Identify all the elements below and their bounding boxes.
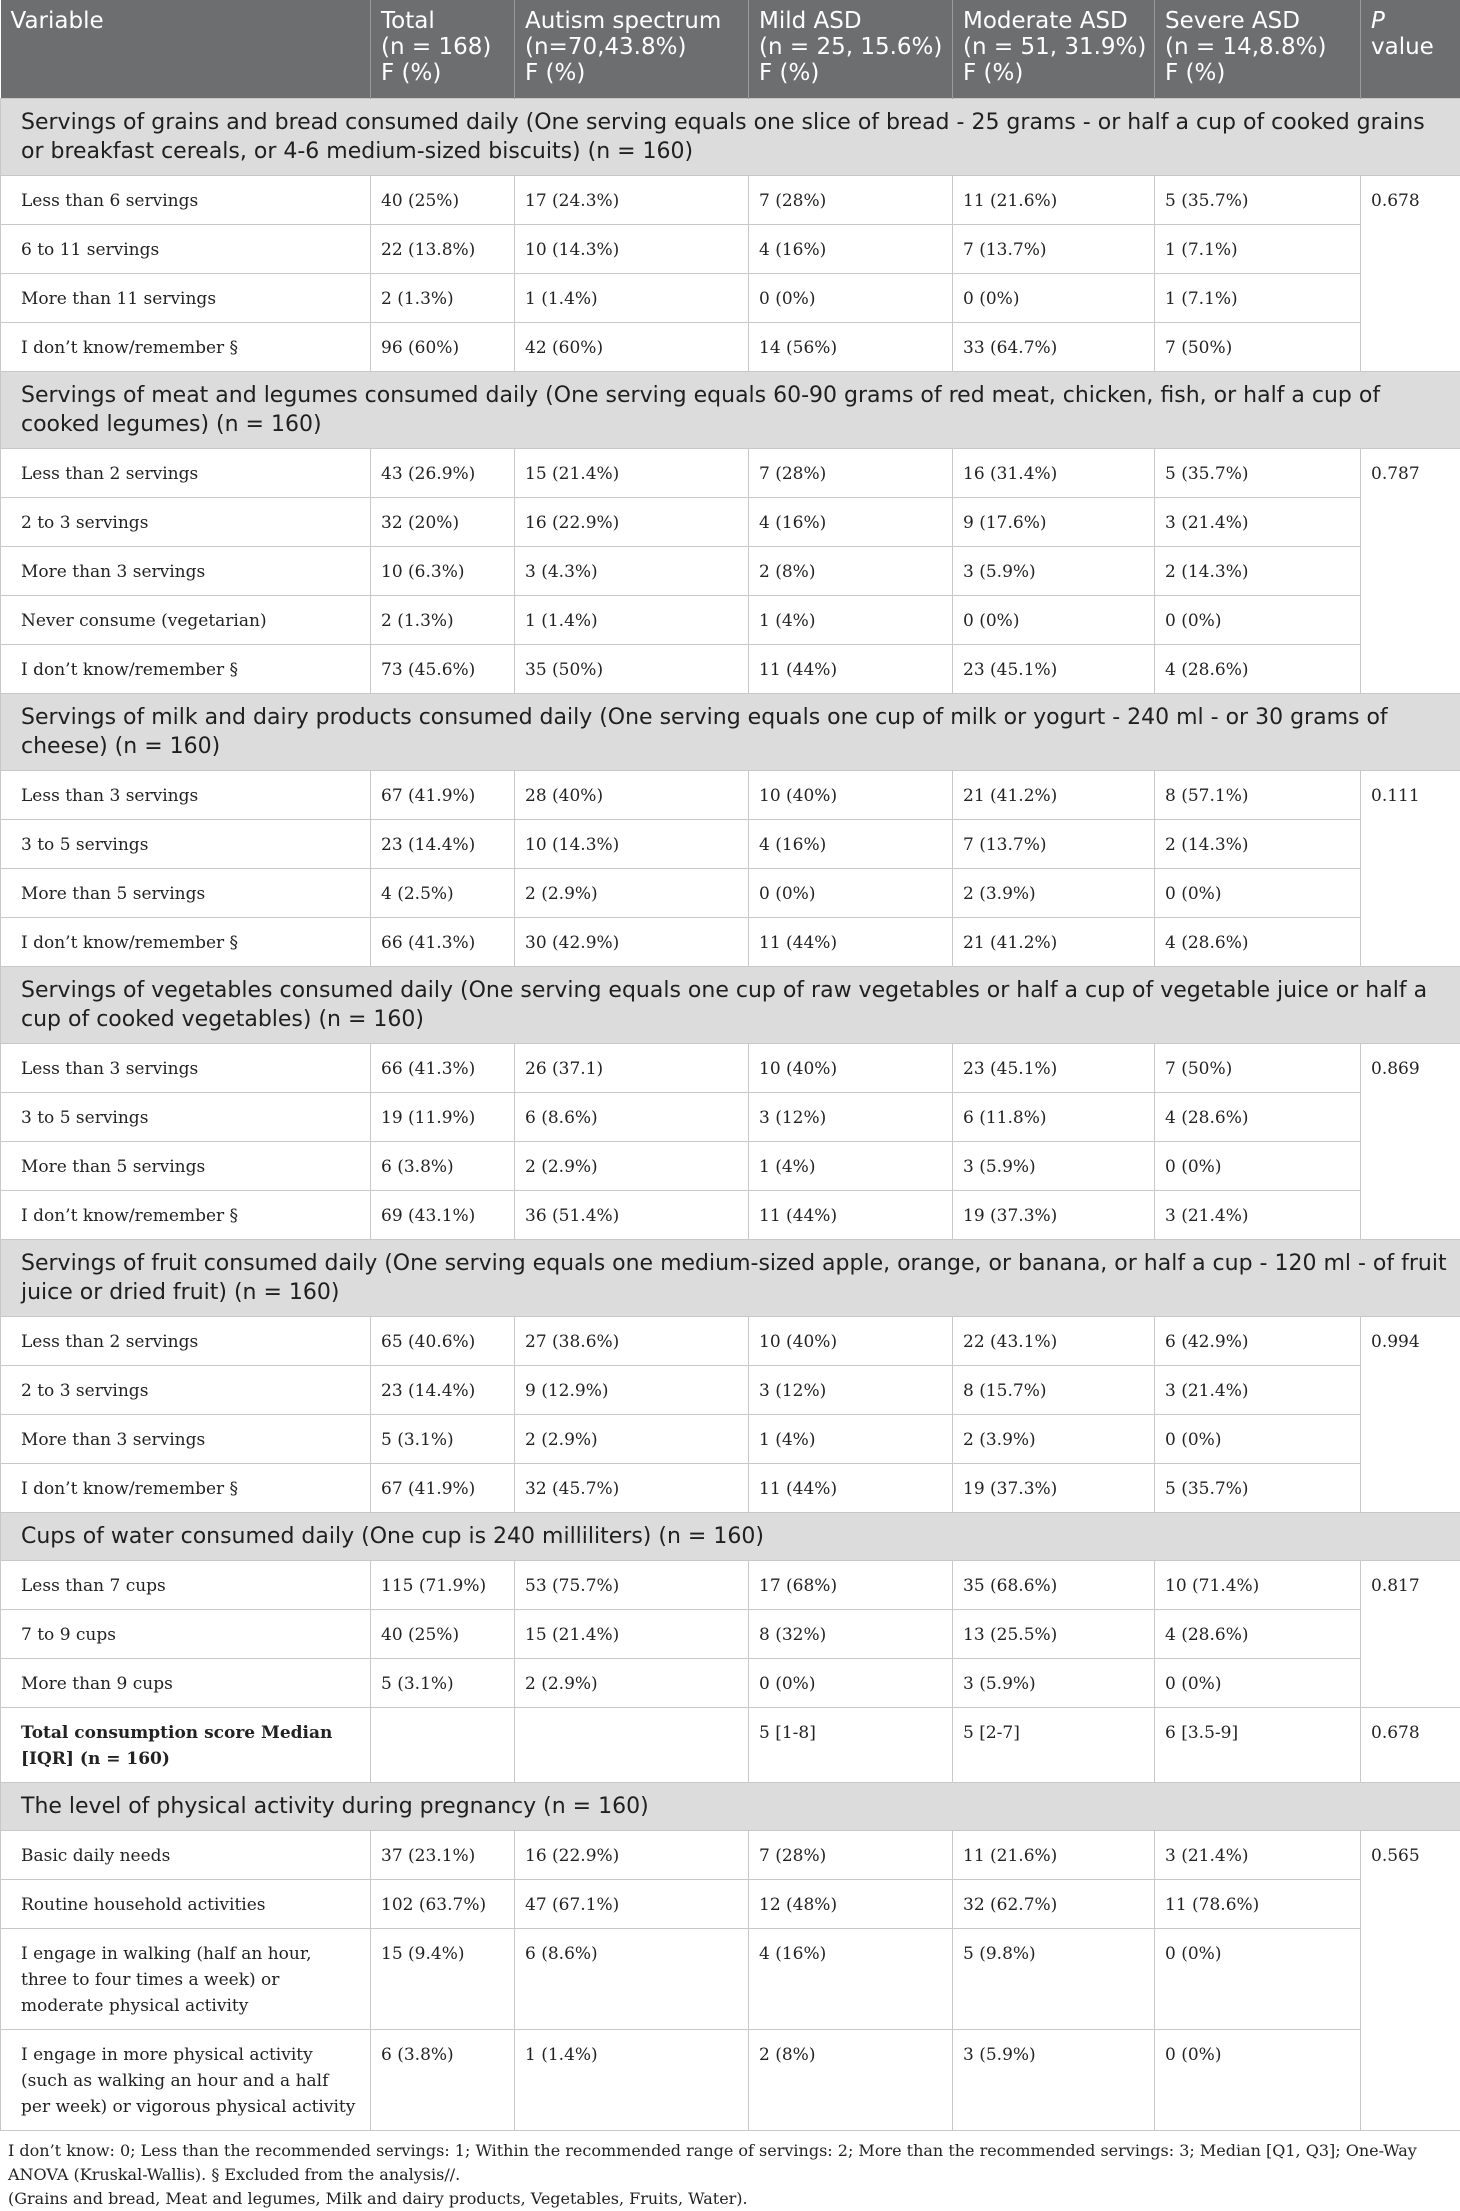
header-total: Total (n = 168) F (%) xyxy=(371,0,515,98)
table-row xyxy=(1,175,1460,224)
cell-mild-asd: 10 (40%) xyxy=(749,1043,953,1092)
cell-mild-asd: 12 (48%) xyxy=(749,1879,953,1928)
row-label: Basic daily needs xyxy=(1,1830,371,1879)
cell-moderate-asd: 3 (5.9%) xyxy=(953,546,1155,595)
table-row xyxy=(1,1609,1460,1658)
cell-severe-asd: 0 (0%) xyxy=(1155,1928,1361,2029)
cell-total xyxy=(371,1707,515,1782)
cell-total: 40 (25%) xyxy=(371,175,515,224)
cell-autism-spectrum: 6 (8.6%) xyxy=(515,1092,749,1141)
section-header-row xyxy=(1,371,1460,448)
section-title: Servings of grains and bread consumed daily (One serving equals one slice of bread - 25 grams - or half a cup of cooked grains or breakfast cereals, or 4-6 medium-sized biscuits) (n = 160) xyxy=(1,98,1460,175)
table-body xyxy=(1,98,1460,2130)
row-label: Less than 3 servings xyxy=(1,1043,371,1092)
cell-autism-spectrum: 16 (22.9%) xyxy=(515,497,749,546)
cell-autism-spectrum: 2 (2.9%) xyxy=(515,1141,749,1190)
cell-moderate-asd: 16 (31.4%) xyxy=(953,448,1155,497)
cell-severe-asd: 0 (0%) xyxy=(1155,868,1361,917)
cell-total: 32 (20%) xyxy=(371,497,515,546)
cell-moderate-asd: 2 (3.9%) xyxy=(953,868,1155,917)
cell-total: 15 (9.4%) xyxy=(371,1928,515,2029)
cell-severe-asd: 0 (0%) xyxy=(1155,2029,1361,2130)
table-row xyxy=(1,1928,1460,2029)
cell-mild-asd: 4 (16%) xyxy=(749,1928,953,2029)
cell-total: 5 (3.1%) xyxy=(371,1658,515,1707)
cell-autism-spectrum: 2 (2.9%) xyxy=(515,1658,749,1707)
cell-moderate-asd: 22 (43.1%) xyxy=(953,1316,1155,1365)
cell-total: 4 (2.5%) xyxy=(371,868,515,917)
cell-mild-asd: 11 (44%) xyxy=(749,917,953,966)
cell-mild-asd: 10 (40%) xyxy=(749,770,953,819)
cell-autism-spectrum xyxy=(515,1707,749,1782)
table-row xyxy=(1,273,1460,322)
cell-moderate-asd: 21 (41.2%) xyxy=(953,770,1155,819)
cell-autism-spectrum: 53 (75.7%) xyxy=(515,1560,749,1609)
cell-autism-spectrum: 28 (40%) xyxy=(515,770,749,819)
cell-moderate-asd: 9 (17.6%) xyxy=(953,497,1155,546)
cell-severe-asd: 6 [3.5-9] xyxy=(1155,1707,1361,1782)
section-header-row xyxy=(1,693,1460,770)
cell-severe-asd: 11 (78.6%) xyxy=(1155,1879,1361,1928)
cell-autism-spectrum: 15 (21.4%) xyxy=(515,448,749,497)
row-label: More than 9 cups xyxy=(1,1658,371,1707)
cell-severe-asd: 6 (42.9%) xyxy=(1155,1316,1361,1365)
cell-mild-asd: 7 (28%) xyxy=(749,175,953,224)
cell-severe-asd: 8 (57.1%) xyxy=(1155,770,1361,819)
cell-severe-asd: 5 (35.7%) xyxy=(1155,448,1361,497)
cell-moderate-asd: 5 [2-7] xyxy=(953,1707,1155,1782)
cell-moderate-asd: 19 (37.3%) xyxy=(953,1463,1155,1512)
cell-moderate-asd: 3 (5.9%) xyxy=(953,1658,1155,1707)
row-label: I don’t know/remember § xyxy=(1,1463,371,1512)
section-header-row xyxy=(1,966,1460,1043)
table-footnotes xyxy=(0,2131,1460,2211)
cell-total: 66 (41.3%) xyxy=(371,1043,515,1092)
cell-severe-asd: 2 (14.3%) xyxy=(1155,546,1361,595)
total-score-row xyxy=(1,1707,1460,1782)
cell-severe-asd: 4 (28.6%) xyxy=(1155,917,1361,966)
cell-autism-spectrum: 15 (21.4%) xyxy=(515,1609,749,1658)
cell-moderate-asd: 3 (5.9%) xyxy=(953,1141,1155,1190)
cell-total: 23 (14.4%) xyxy=(371,819,515,868)
cell-moderate-asd: 35 (68.6%) xyxy=(953,1560,1155,1609)
row-label: I don’t know/remember § xyxy=(1,644,371,693)
cell-autism-spectrum: 10 (14.3%) xyxy=(515,819,749,868)
cell-mild-asd: 3 (12%) xyxy=(749,1365,953,1414)
table-row xyxy=(1,868,1460,917)
cell-severe-asd: 2 (14.3%) xyxy=(1155,819,1361,868)
cell-severe-asd: 3 (21.4%) xyxy=(1155,1830,1361,1879)
table-row xyxy=(1,1043,1460,1092)
cell-moderate-asd: 6 (11.8%) xyxy=(953,1092,1155,1141)
cell-severe-asd: 0 (0%) xyxy=(1155,1141,1361,1190)
row-label: I engage in walking (half an hour, three to four times a week) or moderate physical activity xyxy=(1,1928,371,2029)
row-label: Less than 2 servings xyxy=(1,1316,371,1365)
cell-autism-spectrum: 30 (42.9%) xyxy=(515,917,749,966)
cell-moderate-asd: 3 (5.9%) xyxy=(953,2029,1155,2130)
footnote-line: I don’t know: 0; Less than the recommended servings: 1; Within the recommended range of servings: 2; More than the recommended servings: 3; Median [Q1, Q3]; One-Way ANOVA (Kruskal-Wallis). § Excluded from the analysis//. xyxy=(8,2139,1460,2187)
cell-moderate-asd: 5 (9.8%) xyxy=(953,1928,1155,2029)
cell-severe-asd: 1 (7.1%) xyxy=(1155,273,1361,322)
table-row xyxy=(1,644,1460,693)
cell-autism-spectrum: 17 (24.3%) xyxy=(515,175,749,224)
row-label: More than 11 servings xyxy=(1,273,371,322)
cell-autism-spectrum: 36 (51.4%) xyxy=(515,1190,749,1239)
section-title: Cups of water consumed daily (One cup is 240 milliliters) (n = 160) xyxy=(1,1512,1460,1560)
cell-moderate-asd: 13 (25.5%) xyxy=(953,1609,1155,1658)
row-label: Less than 2 servings xyxy=(1,448,371,497)
cell-moderate-asd: 0 (0%) xyxy=(953,595,1155,644)
cell-total: 66 (41.3%) xyxy=(371,917,515,966)
table-row xyxy=(1,497,1460,546)
cell-mild-asd: 0 (0%) xyxy=(749,1658,953,1707)
cell-autism-spectrum: 2 (2.9%) xyxy=(515,1414,749,1463)
cell-severe-asd: 7 (50%) xyxy=(1155,322,1361,371)
table-row xyxy=(1,1830,1460,1879)
header-p-value: P value xyxy=(1361,0,1460,98)
section-title: Servings of fruit consumed daily (One serving equals one medium-sized apple, orange, or banana, or half a cup - 120 ml - of fruit juice or dried fruit) (n = 160) xyxy=(1,1239,1460,1316)
section-title: Servings of milk and dairy products consumed daily (One serving equals one cup of milk or yogurt - 240 ml - or 30 grams of cheese) (n = 160) xyxy=(1,693,1460,770)
cell-moderate-asd: 33 (64.7%) xyxy=(953,322,1155,371)
cell-mild-asd: 2 (8%) xyxy=(749,546,953,595)
cell-total: 6 (3.8%) xyxy=(371,1141,515,1190)
header-row xyxy=(1,0,1460,98)
cell-total: 6 (3.8%) xyxy=(371,2029,515,2130)
section-title: The level of physical activity during pregnancy (n = 160) xyxy=(1,1782,1460,1830)
row-label: I don’t know/remember § xyxy=(1,322,371,371)
cell-mild-asd: 4 (16%) xyxy=(749,224,953,273)
table-row xyxy=(1,1463,1460,1512)
row-label: Total consumption score Median [IQR] (n = 160) xyxy=(1,1707,371,1782)
cell-total: 23 (14.4%) xyxy=(371,1365,515,1414)
cell-p-value: 0.869 xyxy=(1361,1043,1460,1239)
cell-total: 73 (45.6%) xyxy=(371,644,515,693)
cell-total: 102 (63.7%) xyxy=(371,1879,515,1928)
cell-p-value: 0.111 xyxy=(1361,770,1460,966)
cell-total: 19 (11.9%) xyxy=(371,1092,515,1141)
row-label: 3 to 5 servings xyxy=(1,819,371,868)
cell-moderate-asd: 11 (21.6%) xyxy=(953,175,1155,224)
cell-total: 96 (60%) xyxy=(371,322,515,371)
cell-total: 67 (41.9%) xyxy=(371,770,515,819)
cell-mild-asd: 3 (12%) xyxy=(749,1092,953,1141)
cell-severe-asd: 3 (21.4%) xyxy=(1155,1365,1361,1414)
cell-autism-spectrum: 32 (45.7%) xyxy=(515,1463,749,1512)
cell-total: 5 (3.1%) xyxy=(371,1414,515,1463)
cell-total: 69 (43.1%) xyxy=(371,1190,515,1239)
cell-severe-asd: 0 (0%) xyxy=(1155,1414,1361,1463)
section-header-row xyxy=(1,1239,1460,1316)
cell-moderate-asd: 8 (15.7%) xyxy=(953,1365,1155,1414)
table-row xyxy=(1,1316,1460,1365)
header-moderate-asd: Moderate ASD (n = 51, 31.9%) F (%) xyxy=(953,0,1155,98)
row-label: More than 3 servings xyxy=(1,546,371,595)
cell-mild-asd: 11 (44%) xyxy=(749,1190,953,1239)
row-label: 2 to 3 servings xyxy=(1,1365,371,1414)
row-label: Less than 6 servings xyxy=(1,175,371,224)
cell-moderate-asd: 23 (45.1%) xyxy=(953,1043,1155,1092)
cell-autism-spectrum: 9 (12.9%) xyxy=(515,1365,749,1414)
cell-moderate-asd: 23 (45.1%) xyxy=(953,644,1155,693)
cell-p-value: 0.994 xyxy=(1361,1316,1460,1512)
cell-severe-asd: 4 (28.6%) xyxy=(1155,1609,1361,1658)
cell-mild-asd: 11 (44%) xyxy=(749,1463,953,1512)
row-label: More than 3 servings xyxy=(1,1414,371,1463)
cell-autism-spectrum: 10 (14.3%) xyxy=(515,224,749,273)
cell-severe-asd: 5 (35.7%) xyxy=(1155,1463,1361,1512)
table-row xyxy=(1,2029,1460,2130)
cell-severe-asd: 10 (71.4%) xyxy=(1155,1560,1361,1609)
table-row xyxy=(1,1092,1460,1141)
cell-autism-spectrum: 6 (8.6%) xyxy=(515,1928,749,2029)
cell-total: 22 (13.8%) xyxy=(371,224,515,273)
row-label: Routine household activities xyxy=(1,1879,371,1928)
row-label: I engage in more physical activity (such as walking an hour and a half per week) or vigorous physical activity xyxy=(1,2029,371,2130)
section-title: Servings of meat and legumes consumed daily (One serving equals 60-90 grams of red meat, chicken, fish, or half a cup of cooked legumes) (n = 160) xyxy=(1,371,1460,448)
table-row xyxy=(1,1190,1460,1239)
cell-severe-asd: 0 (0%) xyxy=(1155,595,1361,644)
cell-mild-asd: 17 (68%) xyxy=(749,1560,953,1609)
cell-autism-spectrum: 16 (22.9%) xyxy=(515,1830,749,1879)
cell-mild-asd: 7 (28%) xyxy=(749,1830,953,1879)
table-row xyxy=(1,1365,1460,1414)
row-label: 7 to 9 cups xyxy=(1,1609,371,1658)
cell-mild-asd: 1 (4%) xyxy=(749,1414,953,1463)
cell-mild-asd: 1 (4%) xyxy=(749,1141,953,1190)
cell-total: 67 (41.9%) xyxy=(371,1463,515,1512)
cell-autism-spectrum: 47 (67.1%) xyxy=(515,1879,749,1928)
cell-mild-asd: 8 (32%) xyxy=(749,1609,953,1658)
cell-autism-spectrum: 1 (1.4%) xyxy=(515,595,749,644)
row-label: More than 5 servings xyxy=(1,1141,371,1190)
table-row xyxy=(1,224,1460,273)
table-row xyxy=(1,819,1460,868)
cell-p-value: 0.565 xyxy=(1361,1830,1460,2130)
section-header-row xyxy=(1,1512,1460,1560)
cell-severe-asd: 3 (21.4%) xyxy=(1155,1190,1361,1239)
section-header-row xyxy=(1,1782,1460,1830)
cell-moderate-asd: 21 (41.2%) xyxy=(953,917,1155,966)
cell-autism-spectrum: 42 (60%) xyxy=(515,322,749,371)
table-row xyxy=(1,770,1460,819)
cell-moderate-asd: 2 (3.9%) xyxy=(953,1414,1155,1463)
cell-p-value: 0.678 xyxy=(1361,1707,1460,1782)
row-label: I don’t know/remember § xyxy=(1,1190,371,1239)
section-header-row xyxy=(1,98,1460,175)
cell-total: 10 (6.3%) xyxy=(371,546,515,595)
row-label: Less than 7 cups xyxy=(1,1560,371,1609)
cell-moderate-asd: 7 (13.7%) xyxy=(953,819,1155,868)
cell-mild-asd: 10 (40%) xyxy=(749,1316,953,1365)
row-label: I don’t know/remember § xyxy=(1,917,371,966)
cell-total: 37 (23.1%) xyxy=(371,1830,515,1879)
cell-severe-asd: 7 (50%) xyxy=(1155,1043,1361,1092)
cell-autism-spectrum: 1 (1.4%) xyxy=(515,273,749,322)
section-title: Servings of vegetables consumed daily (One serving equals one cup of raw vegetables or half a cup of vegetable juice or half a cup of cooked vegetables) (n = 160) xyxy=(1,966,1460,1043)
cell-total: 65 (40.6%) xyxy=(371,1316,515,1365)
table-row xyxy=(1,595,1460,644)
table-row xyxy=(1,448,1460,497)
cell-severe-asd: 1 (7.1%) xyxy=(1155,224,1361,273)
cell-mild-asd: 2 (8%) xyxy=(749,2029,953,2130)
cell-autism-spectrum: 27 (38.6%) xyxy=(515,1316,749,1365)
cell-mild-asd: 11 (44%) xyxy=(749,644,953,693)
cell-autism-spectrum: 26 (37.1) xyxy=(515,1043,749,1092)
cell-severe-asd: 4 (28.6%) xyxy=(1155,1092,1361,1141)
cell-p-value: 0.817 xyxy=(1361,1560,1460,1707)
cell-autism-spectrum: 35 (50%) xyxy=(515,644,749,693)
cell-autism-spectrum: 2 (2.9%) xyxy=(515,868,749,917)
cell-mild-asd: 5 [1-8] xyxy=(749,1707,953,1782)
cell-moderate-asd: 19 (37.3%) xyxy=(953,1190,1155,1239)
cell-total: 2 (1.3%) xyxy=(371,273,515,322)
cell-moderate-asd: 11 (21.6%) xyxy=(953,1830,1155,1879)
cell-mild-asd: 4 (16%) xyxy=(749,819,953,868)
table-row xyxy=(1,1658,1460,1707)
cell-p-value: 0.678 xyxy=(1361,175,1460,371)
cell-moderate-asd: 32 (62.7%) xyxy=(953,1879,1155,1928)
header-autism-spectrum: Autism spectrum (n=70,43.8%) F (%) xyxy=(515,0,749,98)
table-row xyxy=(1,546,1460,595)
row-label: More than 5 servings xyxy=(1,868,371,917)
cell-mild-asd: 0 (0%) xyxy=(749,868,953,917)
cell-mild-asd: 14 (56%) xyxy=(749,322,953,371)
cell-severe-asd: 5 (35.7%) xyxy=(1155,175,1361,224)
table-row xyxy=(1,1879,1460,1928)
table-row xyxy=(1,1141,1460,1190)
row-label: Less than 3 servings xyxy=(1,770,371,819)
footnote-line: (Grains and bread, Meat and legumes, Milk and dairy products, Vegetables, Fruits, Water). xyxy=(8,2187,1460,2211)
cell-severe-asd: 4 (28.6%) xyxy=(1155,644,1361,693)
row-label: Never consume (vegetarian) xyxy=(1,595,371,644)
cell-total: 115 (71.9%) xyxy=(371,1560,515,1609)
cell-mild-asd: 7 (28%) xyxy=(749,448,953,497)
cell-moderate-asd: 0 (0%) xyxy=(953,273,1155,322)
header-severe-asd: Severe ASD (n = 14,8.8%) F (%) xyxy=(1155,0,1361,98)
cell-total: 2 (1.3%) xyxy=(371,595,515,644)
table-row xyxy=(1,1414,1460,1463)
cell-severe-asd: 3 (21.4%) xyxy=(1155,497,1361,546)
cell-autism-spectrum: 3 (4.3%) xyxy=(515,546,749,595)
cell-autism-spectrum: 1 (1.4%) xyxy=(515,2029,749,2130)
cell-mild-asd: 0 (0%) xyxy=(749,273,953,322)
cell-mild-asd: 4 (16%) xyxy=(749,497,953,546)
cell-mild-asd: 1 (4%) xyxy=(749,595,953,644)
table-row xyxy=(1,1560,1460,1609)
cell-moderate-asd: 7 (13.7%) xyxy=(953,224,1155,273)
cell-total: 43 (26.9%) xyxy=(371,448,515,497)
row-label: 6 to 11 servings xyxy=(1,224,371,273)
cell-p-value: 0.787 xyxy=(1361,448,1460,693)
table-row xyxy=(1,917,1460,966)
header-mild-asd: Mild ASD (n = 25, 15.6%) F (%) xyxy=(749,0,953,98)
row-label: 2 to 3 servings xyxy=(1,497,371,546)
cell-total: 40 (25%) xyxy=(371,1609,515,1658)
header-variable: Variable xyxy=(1,0,371,98)
cell-severe-asd: 0 (0%) xyxy=(1155,1658,1361,1707)
row-label: 3 to 5 servings xyxy=(1,1092,371,1141)
table-row xyxy=(1,322,1460,371)
